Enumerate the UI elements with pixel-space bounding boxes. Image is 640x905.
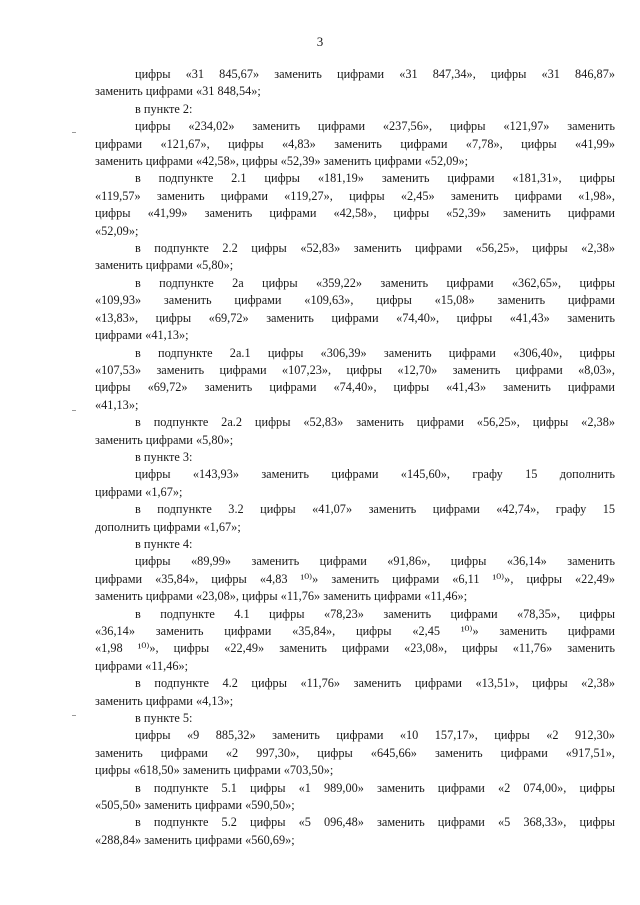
paragraph-line: дополнить цифрами «1,67»; [95, 519, 241, 534]
paragraph-line: в подпункте 5.2 цифры «5 096,48» заменить цифрами «5 368,33», цифры [135, 815, 615, 830]
page-number: 3 [316, 34, 324, 49]
paragraph-line: цифры «69,72» заменить цифрами «74,40», цифры «41,43» заменить цифрами [95, 380, 615, 395]
paragraph-line: в пункте 3: [135, 449, 193, 464]
paragraph-line: заменить цифрами «5,80»; [95, 258, 234, 273]
paragraph-line: заменить цифрами «4,13»; [95, 693, 234, 708]
document-body [95, 66, 615, 849]
paragraph-line: «505,50» заменить цифрами «590,50»; [95, 798, 295, 813]
paragraph-line: заменить цифрами «2 997,30», цифры «645,66» заменить цифрами «917,51», [95, 745, 615, 760]
paragraph-line: в пункте 2: [135, 101, 193, 116]
paragraph-line: цифры «9 885,32» заменить цифрами «10 157,17», цифры «2 912,30» [135, 728, 615, 743]
paragraph-line: заменить цифрами «5,80»; [95, 432, 234, 447]
paragraph-line: цифры «618,50» заменить цифрами «703,50»; [95, 763, 334, 778]
paragraph-line: цифры «41,99» заменить цифрами «42,58», цифры «52,39» заменить цифрами [95, 206, 615, 221]
paragraph-line: «41,13»; [95, 397, 139, 412]
paragraph-line: в подпункте 2а цифры «359,22» заменить цифрами «362,65», цифры [135, 275, 615, 290]
paragraph-line: цифрами «35,84», цифры «4,83 ¹⁰⁾» заменить цифрами «6,11 ¹⁰⁾», цифры «22,49» [95, 571, 615, 586]
paragraph-line: в подпункте 2.1 цифры «181,19» заменить цифрами «181,31», цифры [135, 171, 615, 186]
paragraph-line: «52,09»; [95, 223, 139, 238]
paragraph-line: «13,83», цифры «69,72» заменить цифрами «74,40», цифры «41,43» заменить [95, 310, 615, 325]
margin-mark [72, 132, 76, 133]
paragraph-line: цифры «143,93» заменить цифрами «145,60», графу 15 дополнить [135, 467, 615, 482]
paragraph-line: в подпункте 2а.1 цифры «306,39» заменить цифрами «306,40», цифры [135, 345, 615, 360]
paragraph-line: «36,14» заменить цифрами «35,84», цифры «2,45 ¹⁰⁾» заменить цифрами [95, 624, 615, 638]
paragraph-line: в пункте 5: [135, 711, 193, 726]
paragraph-line: в подпункте 4.2 цифры «11,76» заменить цифрами «13,51», цифры «2,38» [135, 676, 615, 691]
paragraph-line: в подпункте 5.1 цифры «1 989,00» заменить цифрами «2 074,00», цифры [135, 780, 615, 795]
paragraph-line: цифрами «41,13»; [95, 328, 189, 343]
paragraph-line: заменить цифрами «31 848,54»; [95, 84, 261, 99]
paragraph-line: в подпункте 4.1 цифры «78,23» заменить цифрами «78,35», цифры [135, 606, 615, 621]
paragraph-line: «1,98 ¹⁰⁾», цифры «22,49» заменить цифрами «23,08», цифры «11,76» заменить [95, 641, 615, 656]
paragraph-line: в подпункте 2.2 цифры «52,83» заменить цифрами «56,25», цифры «2,38» [135, 241, 615, 256]
paragraph-line: заменить цифрами «23,08», цифры «11,76» заменить цифрами «11,46»; [95, 589, 468, 604]
paragraph-line: в подпункте 3.2 цифры «41,07» заменить цифрами «42,74», графу 15 [135, 502, 615, 517]
paragraph-line: в подпункте 2а.2 цифры «52,83» заменить цифрами «56,25», цифры «2,38» [135, 415, 615, 430]
paragraph-line: цифрами «1,67»; [95, 484, 183, 499]
margin-mark [72, 410, 76, 411]
paragraph-line: цифры «234,02» заменить цифрами «237,56», цифры «121,97» заменить [135, 119, 615, 134]
paragraph-line: «288,84» заменить цифрами «560,69»; [95, 832, 295, 847]
paragraph-line: цифры «31 845,67» заменить цифрами «31 847,34», цифры «31 846,87» [135, 67, 615, 81]
paragraph-line: в пункте 4: [135, 536, 193, 551]
paragraph-line: цифрами «11,46»; [95, 658, 189, 673]
paragraph-line: цифры «89,99» заменить цифрами «91,86», цифры «36,14» заменить [135, 554, 615, 569]
paragraph-line: «109,93» заменить цифрами «109,63», цифры «15,08» заменить цифрами [95, 293, 615, 308]
paragraph-line: «119,57» заменить цифрами «119,27», цифры «2,45» заменить цифрами «1,98», [95, 188, 615, 203]
paragraph-line: «107,53» заменить цифрами «107,23», цифры «12,70» заменить цифрами «8,03», [95, 362, 615, 377]
margin-mark [72, 715, 76, 716]
paragraph-line: цифрами «121,67», цифры «4,83» заменить цифрами «7,78», цифры «41,99» [95, 136, 615, 151]
paragraph-line: заменить цифрами «42,58», цифры «52,39» заменить цифрами «52,09»; [95, 154, 469, 169]
